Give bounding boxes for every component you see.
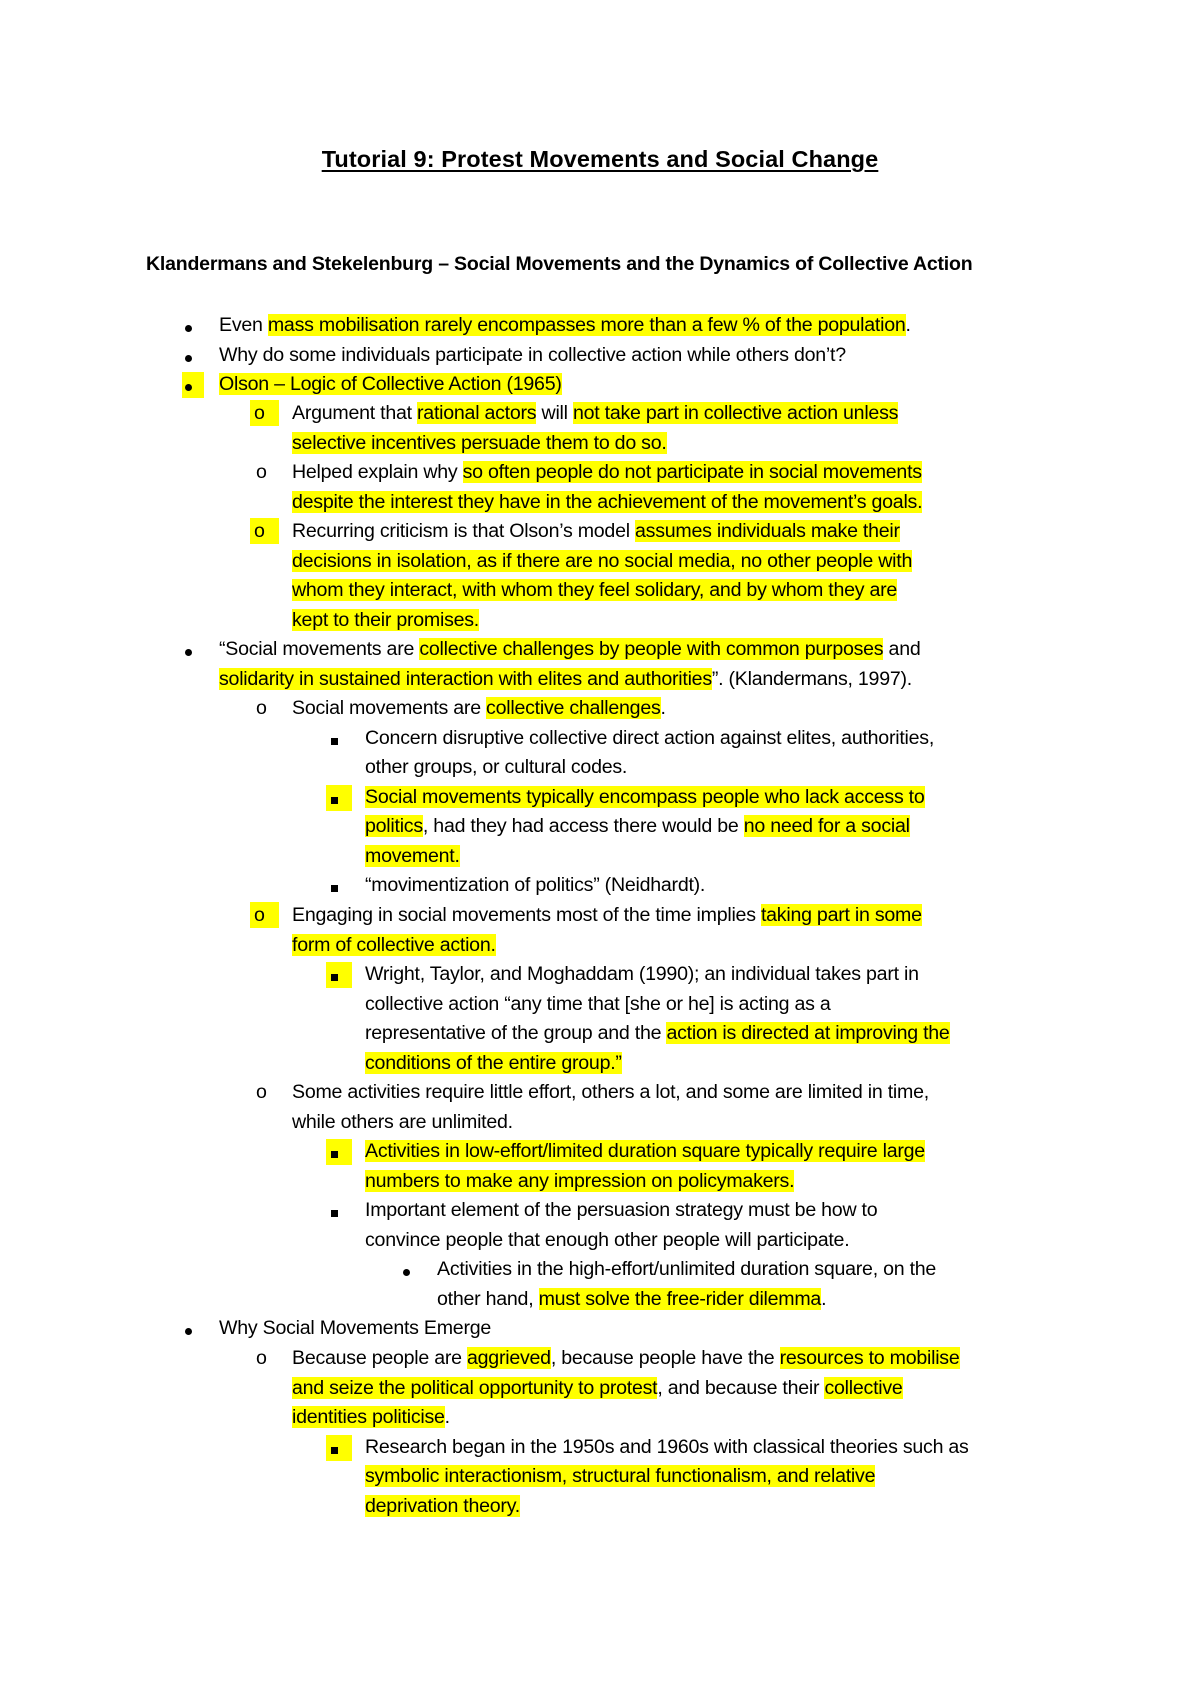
bullet-disc <box>182 372 204 398</box>
text-line-38: identities politicise. <box>292 1406 450 1428</box>
text-line-18: politics, had they had access there would be no need for a social <box>365 815 910 837</box>
text-line-37: and seize the political opportunity to protest, and because their collective <box>292 1377 903 1399</box>
bullet-circle: o <box>256 697 267 719</box>
text-line-12: “Social movements are collective challenges by people with common purposes and <box>219 638 921 660</box>
bullet-square <box>326 1435 352 1461</box>
text-line-2: Why do some individuals participate in collective action while others don’t? <box>219 344 846 366</box>
bullet-circle: o <box>256 461 267 483</box>
text-line-35: Why Social Movements Emerge <box>219 1317 492 1339</box>
bullet-square <box>326 962 352 988</box>
text-line-25: representative of the group and the action is directed at improving the <box>365 1022 950 1044</box>
bullet-circle: o <box>256 1081 267 1103</box>
bullet-disc <box>185 313 192 339</box>
text-line-14: Social movements are collective challenges. <box>292 697 666 719</box>
bullet-square <box>331 873 338 899</box>
text-line-29: Activities in low-effort/limited duration square typically require large <box>365 1140 925 1162</box>
text-line-24: collective action “any time that [she or he] is acting as a <box>365 993 831 1015</box>
text-line-36: Because people are aggrieved, because people have the resources to mobilise <box>292 1347 960 1369</box>
bullet-circle: o <box>250 400 279 426</box>
text-line-15: Concern disruptive collective direct action against elites, authorities, <box>365 727 935 749</box>
section-heading: Klandermans and Stekelenburg – Social Movements and the Dynamics of Collective Action <box>146 253 973 275</box>
bullet-square <box>331 1198 338 1224</box>
document-title: Tutorial 9: Protest Movements and Social Change <box>321 146 879 172</box>
text-line-28: while others are unlimited. <box>292 1111 513 1133</box>
text-line-3: Olson – Logic of Collective Action (1965) <box>219 373 562 395</box>
text-line-8: Recurring criticism is that Olson’s model assumes individuals make their <box>292 520 900 542</box>
text-line-19: movement. <box>365 845 460 867</box>
text-line-11: kept to their promises. <box>292 609 480 631</box>
text-line-21: Engaging in social movements most of the time implies taking part in some <box>292 904 922 926</box>
bullet-square <box>331 726 338 752</box>
bullet-disc <box>185 1316 192 1342</box>
bullet-disc <box>403 1257 410 1283</box>
text-line-33: Activities in the high-effort/unlimited duration square, on the <box>437 1258 937 1280</box>
text-line-5: selective incentives persuade them to do so. <box>292 432 667 454</box>
text-line-13: solidarity in sustained interaction with elites and authorities”. (Klandermans, 1997). <box>219 668 912 690</box>
text-line-30: numbers to make any impression on policymakers. <box>365 1170 795 1192</box>
text-line-27: Some activities require little effort, others a lot, and some are limited in time, <box>292 1081 929 1103</box>
text-line-34: other hand, must solve the free-rider dilemma. <box>437 1288 827 1310</box>
text-line-26: conditions of the entire group.” <box>365 1052 622 1074</box>
bullet-circle: o <box>250 518 279 544</box>
text-line-39: Research began in the 1950s and 1960s with classical theories such as <box>365 1436 969 1458</box>
text-line-22: form of collective action. <box>292 934 496 956</box>
text-line-16: other groups, or cultural codes. <box>365 756 628 778</box>
text-line-31: Important element of the persuasion strategy must be how to <box>365 1199 878 1221</box>
text-line-6: Helped explain why so often people do not participate in social movements <box>292 461 922 483</box>
bullet-square <box>326 1139 352 1165</box>
text-line-1: Even mass mobilisation rarely encompasses more than a few % of the population. <box>219 314 911 336</box>
text-line-7: despite the interest they have in the achievement of the movement’s goals. <box>292 491 923 513</box>
text-line-20: “movimentization of politics” (Neidhardt). <box>365 874 706 896</box>
text-line-10: whom they interact, with whom they feel solidary, and by whom they are <box>292 579 898 601</box>
bullet-circle: o <box>250 902 279 928</box>
text-line-9: decisions in isolation, as if there are no social media, no other people with <box>292 550 913 572</box>
text-line-23: Wright, Taylor, and Moghaddam (1990); an individual takes part in <box>365 963 919 985</box>
text-line-40: symbolic interactionism, structural functionalism, and relative <box>365 1465 876 1487</box>
bullet-disc <box>185 343 192 369</box>
text-line-4: Argument that rational actors will not take part in collective action unless <box>292 402 899 424</box>
bullet-circle: o <box>256 1347 267 1369</box>
bullet-disc <box>185 637 192 663</box>
bullet-square <box>326 785 352 811</box>
text-line-32: convince people that enough other people will participate. <box>365 1229 850 1251</box>
text-line-17: Social movements typically encompass people who lack access to <box>365 786 925 808</box>
text-line-41: deprivation theory. <box>365 1495 520 1517</box>
